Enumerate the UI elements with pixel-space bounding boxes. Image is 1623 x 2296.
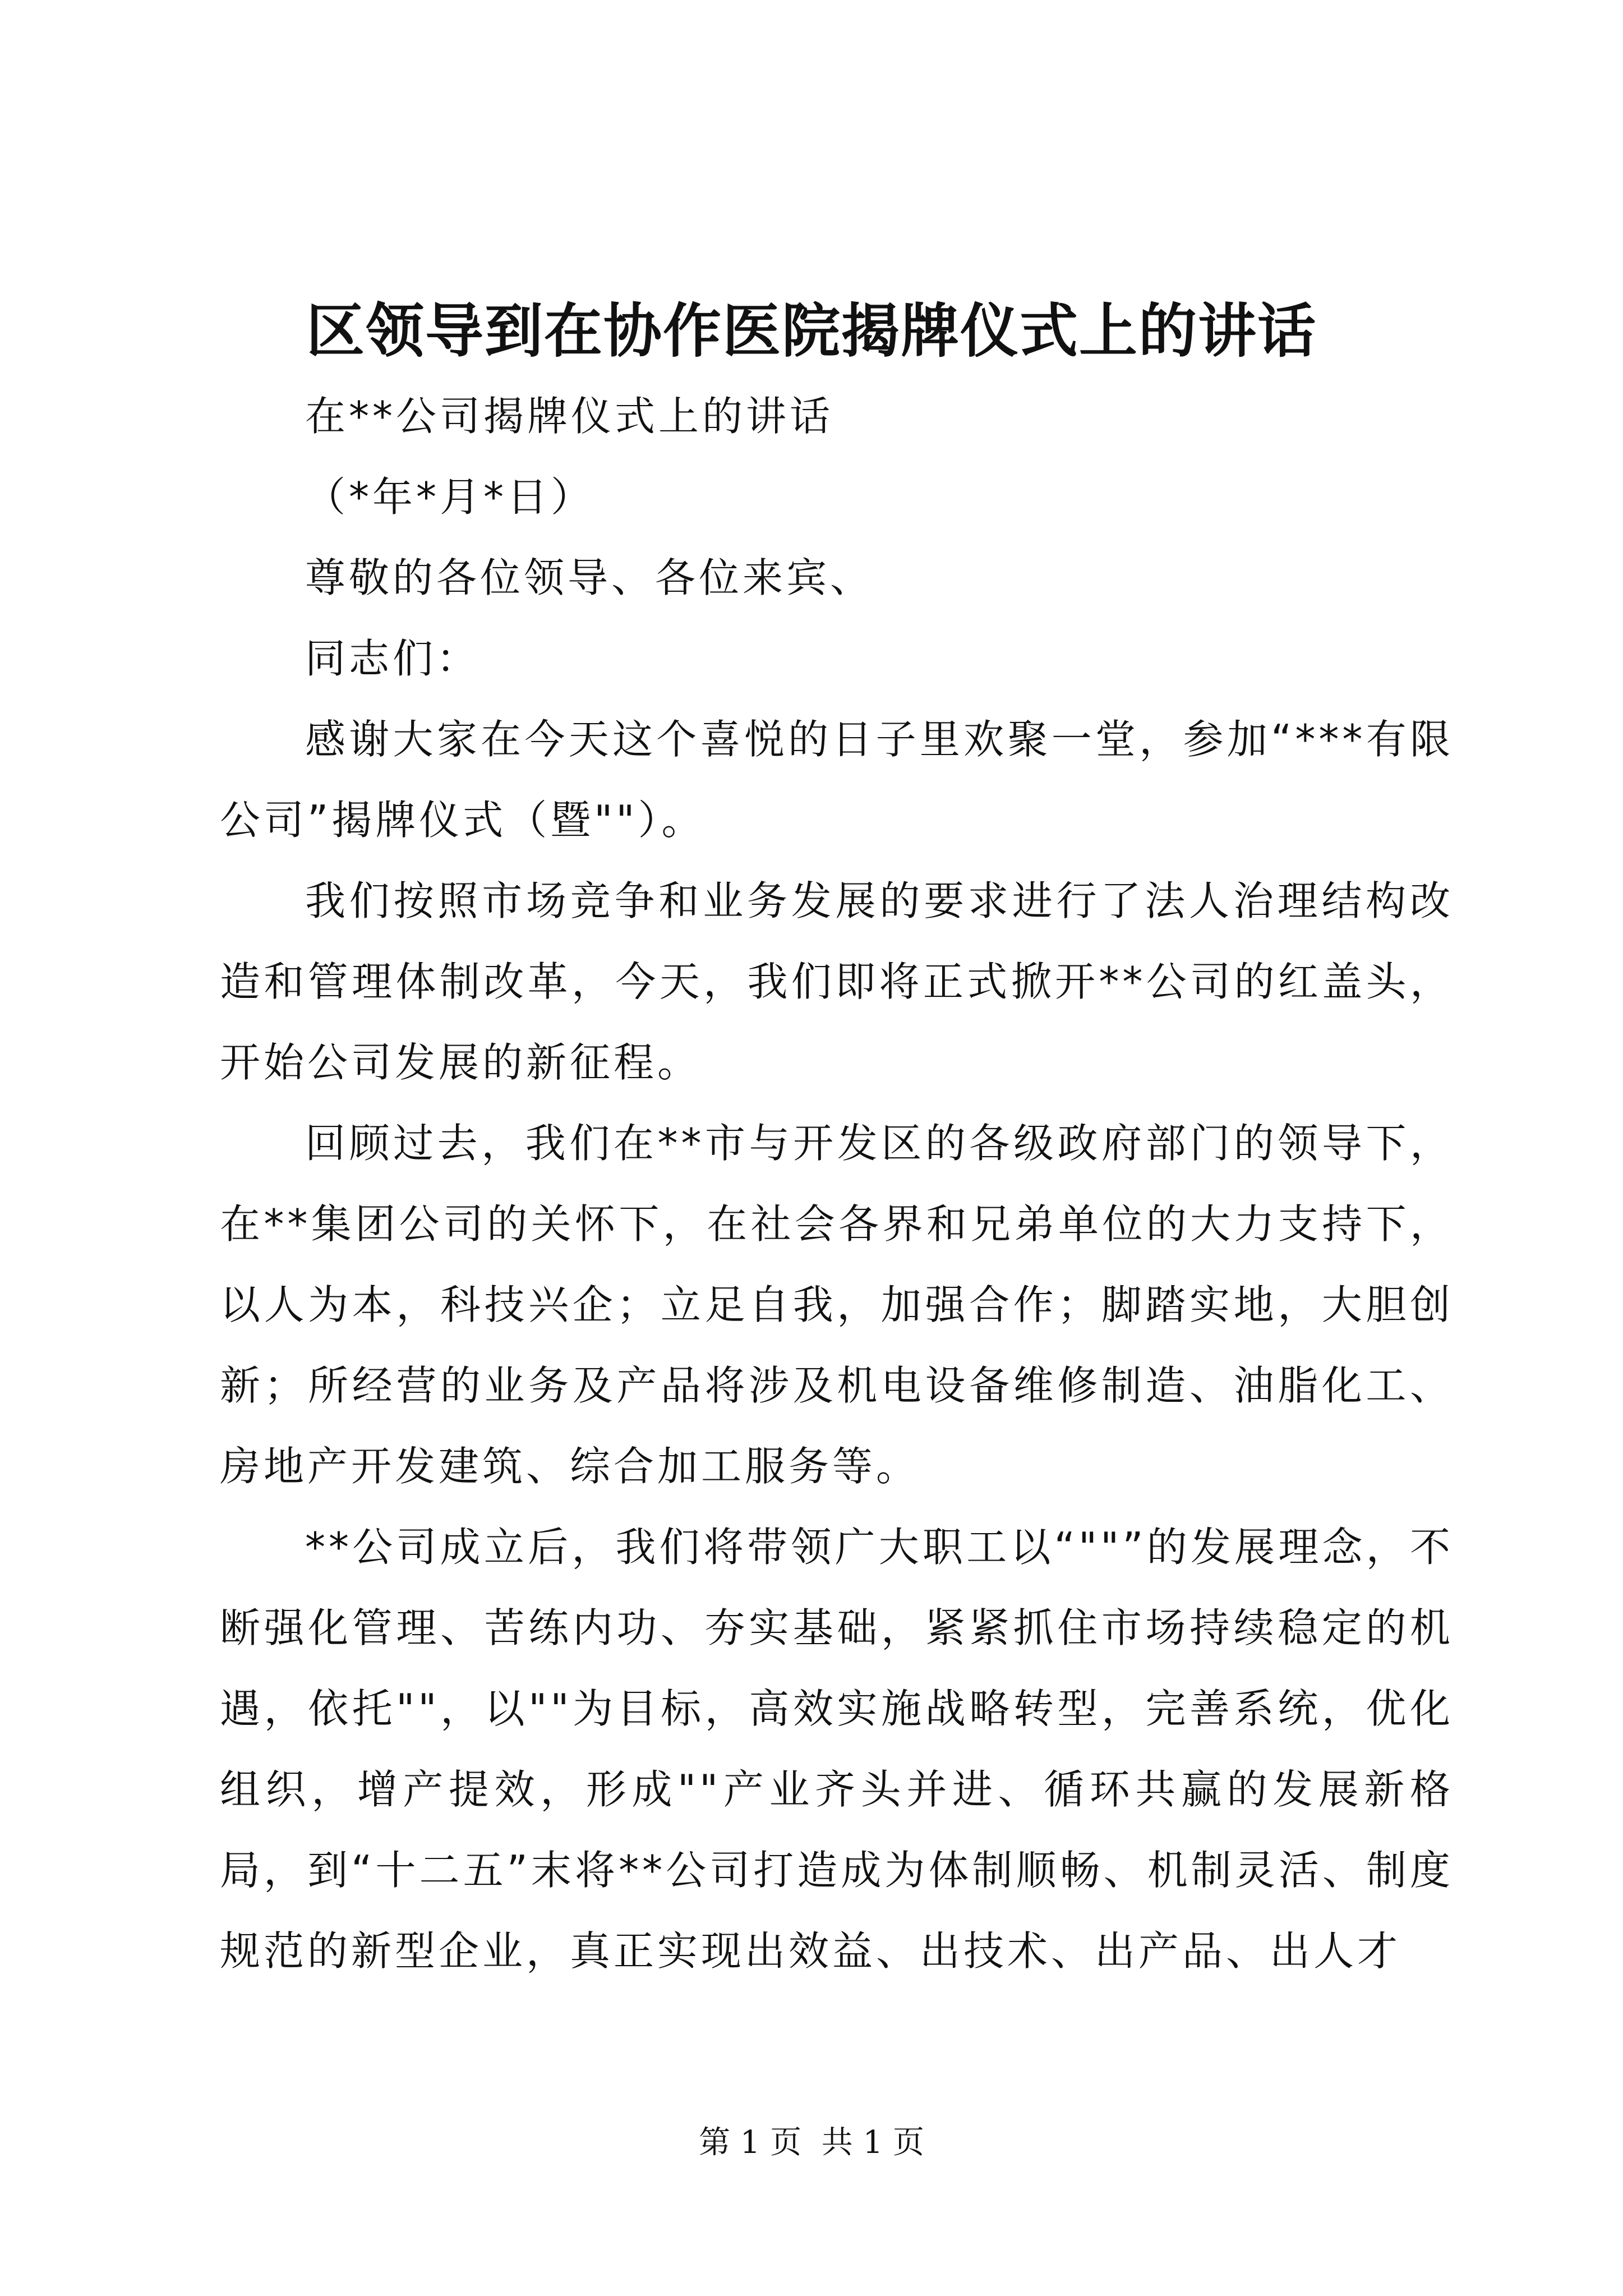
paragraph-review: 回顾过去，我们在**市与开发区的各级政府部门的领导下，在**集团公司的关怀下，在社会各界和兄弟单位的大力支持下，以人为本，科技兴企；立足自我，加强合作；脚踏实地，大胆创新；所经营的业务及产品将涉及机电设备维修制造、油脂化工、房地产开发建筑、综合加工服务等。: [220, 1120, 1454, 1490]
page-footer: [0, 2120, 1623, 2165]
paragraph-salutation: 尊敬的各位领导、各位来宾、: [305, 554, 874, 601]
page-number: 第 1 页 共 1 页: [698, 2124, 925, 2161]
document-body: [220, 376, 1454, 1991]
paragraph-subtitle: 在**公司揭牌仪式上的讲话: [305, 393, 834, 440]
paragraph-reform: 我们按照市场竞争和业务发展的要求进行了法人治理结构改造和管理体制改革，今天，我们即将正式掀开**公司的红盖头，开始公司发展的新征程。: [220, 877, 1454, 1086]
document-title: 区领导到在协作医院揭牌仪式上的讲话: [306, 296, 1317, 365]
paragraph-date: （*年*月*日）: [305, 473, 595, 521]
paragraph-outlook: **公司成立后，我们将带领广大职工以“""”的发展理念，不断强化管理、苦练内功、夯实基础，紧紧抓住市场持续稳定的机遇，依托""，以""为目标，高效实施战略转型，完善系统，优化组织，增产提效，形成""产业齐头并进、循环共赢的发展新格局，到“十二五”末将**公司打造成为体制顺畅、机制灵活、制度规范的新型企业，真正实现出效益、出技术、出产品、出人才: [220, 1524, 1454, 1975]
paragraph-comrades: 同志们：: [305, 635, 481, 682]
paragraph-thanks: 感谢大家在今天这个喜悦的日子里欢聚一堂，参加“***有限公司”揭牌仪式（暨""）。: [220, 716, 1454, 844]
